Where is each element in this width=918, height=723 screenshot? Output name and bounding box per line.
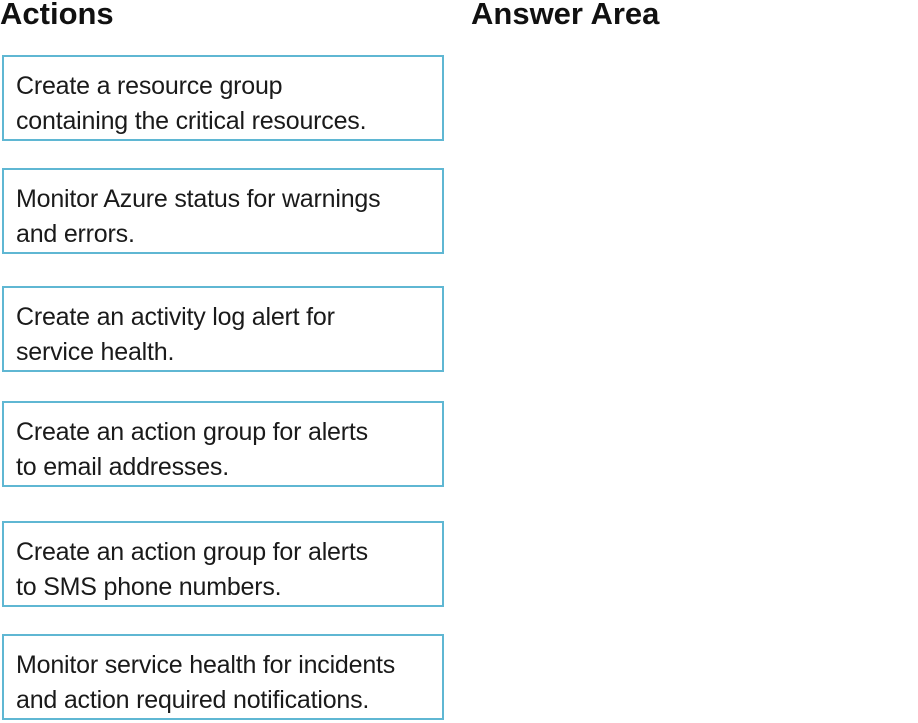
action-text-line1: Monitor Azure status for warnings bbox=[16, 185, 381, 213]
action-text-line2: to email addresses. bbox=[16, 453, 229, 481]
action-tile-create-resource-group[interactable] bbox=[2, 55, 444, 141]
action-text-line1: Create a resource group bbox=[16, 72, 283, 100]
action-tile-action-group-email[interactable] bbox=[2, 401, 444, 487]
action-text-line2: and errors. bbox=[16, 220, 135, 248]
action-tile-monitor-azure-status[interactable] bbox=[2, 168, 444, 254]
action-text-line2: to SMS phone numbers. bbox=[16, 573, 282, 601]
action-text-line1: Create an action group for alerts bbox=[16, 418, 368, 446]
action-text-line2: containing the critical resources. bbox=[16, 107, 367, 135]
action-text-line1: Monitor service health for incidents bbox=[16, 651, 396, 679]
answer-area-dropzone[interactable] bbox=[470, 40, 910, 720]
action-tile-create-activity-log-alert[interactable] bbox=[2, 286, 444, 372]
action-tile-action-group-sms[interactable] bbox=[2, 521, 444, 607]
action-text-line2: service health. bbox=[16, 338, 175, 366]
action-tile-monitor-service-health[interactable] bbox=[2, 634, 444, 720]
actions-heading: Actions bbox=[0, 0, 114, 31]
action-text-line2: and action required notifications. bbox=[16, 686, 370, 714]
action-text-line1: Create an action group for alerts bbox=[16, 538, 368, 566]
answer-area-heading: Answer Area bbox=[471, 0, 660, 31]
action-text-line1: Create an activity log alert for bbox=[16, 303, 335, 331]
